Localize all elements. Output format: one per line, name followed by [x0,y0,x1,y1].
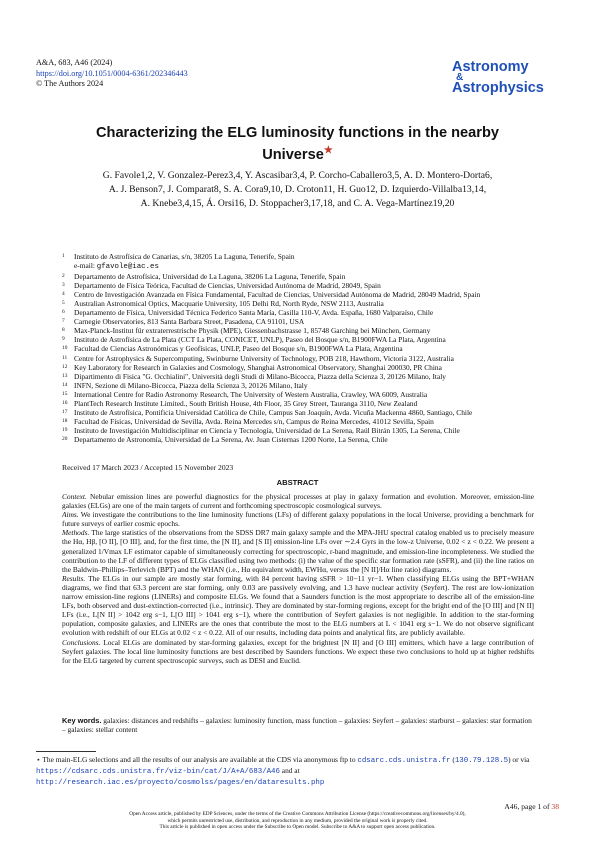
received-dates: Received 17 March 2023 / Accepted 15 November 2023 [62,463,234,472]
journal-header [36,58,188,90]
affiliation-item [62,344,542,353]
affiliation-number: 8 [62,327,65,334]
affiliation-number: 2 [62,273,65,280]
affiliation-number: 15 [62,390,68,397]
cds-ip-link[interactable]: 130.79.128.5 [454,757,509,765]
affiliation-number: 13 [62,372,68,379]
affiliation-number: 5 [62,300,65,307]
journal-logo[interactable] [452,60,544,95]
footnote-text: The main-ELG selections and all the results of our analysis are available at the CDS via anonymous ftp to [42,755,358,764]
abstract-section-text: Nebular emission lines are powerful diagnostics for the physical processes at play in galaxy formation and evolution. Moreover, emission-line galaxies (ELGs) are one of the main targets of current and forthcoming spectroscopic cosmological surveys. [62,492,535,511]
affiliation-list [62,252,542,444]
affiliation-number: 20 [62,435,68,442]
abstract-paragraph [62,574,534,638]
author-line: A. Knebe3,4,15, Á. Orsi16, D. Stoppacher3,17,18, and C. A. Vega-Martínez19,20 [140,197,455,209]
affiliation-item [62,399,542,408]
author-line: G. Favole1,2, V. Gonzalez-Perez3,4, Y. Ascasibar3,4, P. Corcho-Caballero3,5, A. D. Montero-Dorta6, [102,170,493,181]
abstract-section-text: Local ELGs are dominated by star-forming galaxies, except for the brightest [N II] and [O III] emitters, which have a large contribution of Seyfert galaxies. The local line luminosity functions are best described by Saunders functions. We expect these two conclusions to hold up at higher redshifts for the ELG targeted by current spectroscopic surveys, such as DESI and Euclid. [62,637,534,665]
affiliation-number: 1 [62,253,65,259]
affiliation-item [62,335,542,344]
abstract-section-label: Methods. [62,528,92,538]
affiliation-number: 10 [62,345,68,352]
copyright-notice: © The Authors 2024 [36,79,104,89]
author-line: A. J. Benson7, J. Comparat8, S. A. Cora9,10, D. Croton11, H. Guo12, D. Izquierdo-Villalba13,14, [108,183,487,195]
cds-ftp-link[interactable]: cdsarc.cds.unistra.fr [357,757,451,765]
keywords-text: galaxies: distances and redshifts – galaxies: luminosity function, mass function – galaxies: Seyfert – galaxies: starburst – galaxies: star formation – galaxies: stellar content [62,716,532,735]
affiliation-number: 9 [62,336,65,343]
title-footnote-marker[interactable]: ★ [323,145,333,156]
affiliation-item [62,417,542,426]
affiliation-item [62,390,542,399]
abstract-section-label: Conclusions. [62,637,104,647]
email-address[interactable]: gfavole@iac.es [96,263,159,272]
affiliation-text: Australian Astronomical Optics, Macquarie University, 105 Delhi Rd, North Ryde, NSW 2113, Australia [74,299,384,309]
affiliation-text: Instituto de Astrofísica de La Plata (CCT La Plata, CONICET, UNLP), Paseo del Bosque s/n, B1900FWA La Plata, Argentina [74,335,446,345]
author-list [60,169,535,210]
affiliation-text: Centro de Investigación Avanzada en Física Fundamental, Facultad de Ciencias, Universidad Autónoma de Madrid, 28049 Madrid, Spain [74,290,481,300]
affiliation-text: Dipartimento di Fisica "G. Occhialini", Università degli Studi di Milano-Bicocca, Piazza della Scienza 3, 20126 Milano, Italy [74,371,446,381]
affiliation-item [62,261,542,272]
affiliation-text: Departamento de Astronomía, Universidad de La Serena, Av. Juan Cisternas 1200 Norte, La Serena, Chile [74,434,388,444]
affiliation-item [62,308,542,317]
page-number-prefix: A46, page 1 of [504,802,552,811]
affiliation-text: Departamento de Física Teórica, Facultad de Ciencias, Universidad Autónoma de Madrid, 28049, Spain [74,281,381,291]
affiliation-item [62,272,542,281]
iac-results-link[interactable]: http://research.iac.es/proyecto/cosmolss/pages/en/dataresults.php [36,779,325,788]
paper-title [60,124,535,164]
affiliation-text: International Centre for Radio Astronomy Research, The University of Western Australia, Crawley, WA 6009, Australia [74,389,428,399]
affiliation-text: Departamento de Física, Universidad Técnica Federico Santa María, Casilla 110-V, Avda. España, 1680 Valparaíso, Chile [74,308,434,318]
license-line: Open Access article, published by EDP Sciences, under the terms of the Creative Commons Attribution License (https://creativecommons.org/licenses/by/4.0), [129,811,466,817]
affiliation-item [62,281,542,290]
affiliation-item [62,317,542,326]
affiliation-number: 12 [62,363,68,370]
abstract-heading: ABSTRACT [276,478,319,487]
affiliation-text: Max-Planck-Institut für extraterrestrische Physik (MPE), Giessenbachstrasse 1, 85748 Garching bei München, Germany [74,326,431,336]
affiliation-number: 19 [62,426,68,433]
affiliation-item [62,381,542,390]
abstract-paragraph [62,528,534,573]
abstract-body [62,492,534,665]
affiliation-text: Instituto de Investigación Multidisciplinar en Ciencia y Tecnología, Universidad de La Serena, Raúl Bitrán 1305, La Serena, Chile [74,425,460,435]
license-notice [60,811,535,831]
footnote-marker: ⋆ [36,755,41,764]
doi-link[interactable]: https://doi.org/10.1051/0004-6361/202346443 [36,68,188,78]
footnote [36,755,541,789]
affiliation-number [62,261,74,272]
affiliation-text: Carnegie Observatories, 813 Santa Barbara Street, Pasadena, CA 91101, USA [74,317,305,327]
cds-catalog-link[interactable]: https://cdsarc.cds.unistra.fr/viz-bin/cat/J/A+A/683/A46 [36,768,280,777]
affiliation-item [62,408,542,417]
footnote-text: ) or via [508,755,530,764]
footnote-divider [36,751,96,752]
affiliation-number: 4 [62,291,65,298]
affiliation-text: Instituto de Astrofísica, Pontificia Universidad Católica de Chile, Campus San Joaquín, Avda. Vicuña Mackenna 4860, Santiago, Chile [74,407,473,417]
page-total-link[interactable]: 38 [551,802,559,811]
affiliation-number: 16 [62,399,68,406]
affiliation-text: Instituto de Astrofísica de Canarias, s/n, 38205 La Laguna, Tenerife, Spain [74,252,295,261]
affiliation-text: INFN, Sezione di Milano-Bicocca, Piazza della Scienza 3, 20126 Milano, Italy [74,380,308,390]
affiliation-number: 11 [62,354,68,361]
affiliation-number: 6 [62,309,65,316]
affiliation-text: PlantTech Research Institute Limited., South British House, 4th Floor, 35 Grey Street, Tauranga 3110, New Zealand [74,398,418,408]
license-line: which permits unrestricted use, distribution, and reproduction in any medium, provided the original work is properly cited. [167,817,428,824]
affiliation-item [62,372,542,381]
abstract-section-text: The ELGs in our sample are mostly star forming, with 84 percent having sSFR > 10−11 yr−1. When classifying ELGs using the BPT+WHAN diagrams, we find that 63.3 percent are star forming, only 0.03 are passively evolving, and 1.3 have nuclear activity (Seyfert). The rest are low-ionization narrow emission-line regions (LINERs) and composite ELGs. We found that a Saunders function is the most appropriate to describe all of the emission-line LFs, both observed and dust-extinction-corrected (i.e., intrinsic). They are dominated by star-forming regions, except for the bright end of the [O III] and [N II] LFs (i.e., L[N II] > 1042 erg s−1, L[O III] > 1041 erg s−1), where the contribution of Seyfert galaxies is not negligible. In addition to the star-forming population, composite galaxies, and LINERs are the ones that contribute the most to the ELG numbers at L < 1041 erg s−1. We do not observe significant evolution with redshift of our ELGs at 0.02 < z < 0.22. All of our results, including data points and analytical fits, are publicly available. [62,573,534,638]
abstract-section-label: Aims. [62,510,81,520]
abstract-paragraph [62,510,534,528]
abstract-section-label: Context. [62,492,90,501]
affiliation-number: 3 [62,282,65,289]
affiliation-number: 7 [62,318,65,325]
title-text: Characterizing the ELG luminosity functions in the nearby Universe [95,125,499,163]
license-line: This article is published in open access under the Subscribe to Open model. Subscribe to A&A to support open access publication. [159,824,436,831]
affiliation-text: e-mail: gfavole@iac.es [74,261,159,272]
abstract-paragraph [62,638,534,665]
affiliation-number: 14 [62,381,68,388]
affiliation-text: Facultad de Físicas, Universidad de Sevilla, Avda. Reina Mercedes s/n, Campus de Reina Mercedes, 41012 Sevilla, Spain [74,416,434,426]
affiliation-text: Facultad de Ciencias Astronómicas y Geofísicas, UNLP, Paseo del Bosque s/n, B1900FWA La Plata, Argentina [74,344,403,354]
affiliation-item [62,299,542,308]
abstract-section-label: Results. [62,573,89,583]
affiliation-text: Key Laboratory for Research in Galaxies and Cosmology, Shanghai Astronomical Observatory, Shanghai 200030, PR China [74,362,442,372]
affiliation-item [62,354,542,363]
logo-ampersand: & [456,72,464,83]
logo-line-1: Astronomy [452,59,529,75]
affiliation-item [62,426,542,435]
affiliation-number: 17 [62,408,68,415]
footnote-text: ( [450,755,455,764]
affiliation-text: Departamento de Astrofísica, Universidad de La Laguna, 38206 La Laguna, Tenerife, Spain [74,272,346,282]
logo-line-2: Astrophysics [452,80,544,96]
keywords [62,716,534,734]
affiliation-item [62,326,542,335]
journal-reference: A&A, 683, A46 (2024) [36,58,113,67]
affiliation-item [62,435,542,444]
abstract-section-text: The large statistics of the observations from the SDSS DR7 main galaxy sample and the MPA-JHU spectral catalog enabled us to precisely measure the Hα, Hβ, [O II], [O III], and, for the first time, the [N II], and [S II] emission-line LFs over ∼2.4 Gyrs in the low-z Universe, 0.02 < z < 0.22. We present a generalized 1/Vmax LF estimator capable of simultaneously correcting for spectroscopic, r-band magnitude, and emission-line incompleteness. We studied the contribution to the LF of different types of ELGs classified using two methods: (i) the value of the specific star formation rate (sSFR), and (ii) the line ratios on the Baldwin–Phillips–Terlevich (BPT) and the WHAN (i.e., Hα equivalent width, EWHα, versus the [N II]/Hα line ratio) diagrams. [62,528,534,574]
abstract-paragraph [62,492,534,510]
affiliation-item [62,290,542,299]
affiliation-text: Centre for Astrophysics & Supercomputing, Swinburne University of Technology, POB 218, Hawthorn, Victoria 3122, Australia [74,353,454,363]
affiliation-item [62,363,542,372]
affiliation-number: 18 [62,417,68,424]
footnote-text: and at [279,766,300,776]
keywords-label: Key words. [62,716,102,725]
page-number [504,802,559,811]
affiliation-item [62,252,542,261]
abstract-section-text: We investigate the contributions to the line luminosity functions (LFs) of different galaxy populations in the local Universe, providing a benchmark for future surveys of earlier cosmic epochs. [62,510,534,529]
